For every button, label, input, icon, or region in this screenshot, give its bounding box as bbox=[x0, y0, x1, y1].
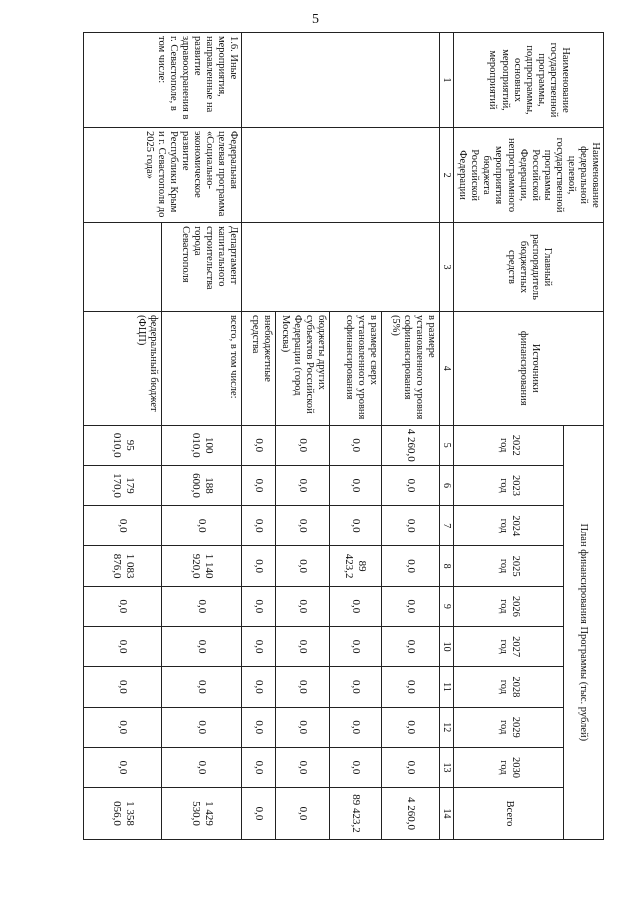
value-cell: 0,0 bbox=[242, 586, 276, 626]
value-cell: 0,0 bbox=[276, 626, 329, 666]
value-cell: 0,0 bbox=[242, 747, 276, 787]
value-cell: 0,0 bbox=[329, 707, 381, 747]
col-number: 12 bbox=[439, 707, 454, 747]
value-cell: 89 423,2 bbox=[329, 546, 381, 586]
value-cell: 0,0 bbox=[381, 465, 439, 505]
value-cell: 0,0 bbox=[381, 546, 439, 586]
col-number: 8 bbox=[439, 546, 454, 586]
source-cell: бюджеты других субъектов Российской Федерации (город Москва) bbox=[276, 311, 329, 425]
financing-table bbox=[84, 32, 605, 840]
value-cell: 0,0 bbox=[329, 425, 381, 465]
value-cell: 0,0 bbox=[329, 506, 381, 546]
value-cell: 0,0 bbox=[276, 546, 329, 586]
event-cell: 1.6. Иные мероприятия, направленные на развитие здравоохранения в г. Севастополе, в том числе: bbox=[84, 33, 242, 128]
empty-cell bbox=[242, 128, 439, 223]
value-cell: 0,0 bbox=[276, 667, 329, 707]
value-cell: 89 423,2 bbox=[329, 788, 381, 840]
table-row bbox=[162, 33, 242, 840]
col-number: 4 bbox=[439, 311, 454, 425]
header-year: 2029 год bbox=[454, 707, 564, 747]
value-cell: 0,0 bbox=[329, 747, 381, 787]
rotated-table-wrapper bbox=[90, 32, 604, 840]
program-cell: Федеральная целевая программа «Социально-экономическое развитие Республики Крым и г. Севастополя до 2025 года» bbox=[84, 128, 242, 223]
source-cell: в размере установленного уровня софинансирования (5%) bbox=[381, 311, 439, 425]
col-number: 11 bbox=[439, 667, 454, 707]
value-cell: 0,0 bbox=[84, 707, 162, 747]
value-cell: 0,0 bbox=[242, 707, 276, 747]
value-cell: 179 170,0 bbox=[84, 465, 162, 505]
col-number: 14 bbox=[439, 788, 454, 840]
value-cell: 1 429 530,0 bbox=[162, 788, 242, 840]
value-cell: 0,0 bbox=[84, 506, 162, 546]
value-cell: 0,0 bbox=[242, 626, 276, 666]
value-cell: 1 140 920,0 bbox=[162, 546, 242, 586]
value-cell: 0,0 bbox=[242, 506, 276, 546]
header-plan: План финансирования Программы (тыс. рублей) bbox=[563, 425, 603, 839]
col-number: 7 bbox=[439, 506, 454, 546]
value-cell: 0,0 bbox=[242, 465, 276, 505]
source-cell: федеральный бюджет (ФЦП) bbox=[84, 311, 162, 425]
value-cell: 0,0 bbox=[162, 626, 242, 666]
header-year: 2026 год bbox=[454, 586, 564, 626]
value-cell: 0,0 bbox=[329, 586, 381, 626]
empty-cell bbox=[242, 33, 439, 128]
col-number: 1 bbox=[439, 33, 454, 128]
value-cell: 0,0 bbox=[162, 707, 242, 747]
value-cell: 0,0 bbox=[276, 465, 329, 505]
value-cell: 0,0 bbox=[242, 667, 276, 707]
value-cell: 4 260,0 bbox=[381, 788, 439, 840]
col-number: 13 bbox=[439, 747, 454, 787]
page-number: 5 bbox=[312, 12, 319, 27]
value-cell: 0,0 bbox=[381, 707, 439, 747]
value-cell: 1 083 876,0 bbox=[84, 546, 162, 586]
header-year: 2030 год bbox=[454, 747, 564, 787]
col-number: 3 bbox=[439, 223, 454, 312]
value-cell: 0,0 bbox=[84, 586, 162, 626]
source-cell: всего, в том числе: bbox=[162, 311, 242, 425]
value-cell: 0,0 bbox=[381, 667, 439, 707]
header-total: Всего bbox=[454, 788, 564, 840]
value-cell: 0,0 bbox=[242, 788, 276, 840]
source-cell: внебюджетные средства bbox=[242, 311, 276, 425]
value-cell: 0,0 bbox=[84, 747, 162, 787]
value-cell: 0,0 bbox=[329, 626, 381, 666]
header-year: 2022 год bbox=[454, 425, 564, 465]
value-cell: 0,0 bbox=[381, 747, 439, 787]
header-col2: Наименование федеральной целевой, государственной программы Российской Федерации, непрограммного мероприятия бюджета Российской Федерации bbox=[454, 128, 604, 223]
value-cell: 0,0 bbox=[276, 707, 329, 747]
manager-cell: Департамент капитального строительства города Севастополя bbox=[162, 223, 242, 312]
header-year: 2028 год bbox=[454, 667, 564, 707]
value-cell: 0,0 bbox=[381, 626, 439, 666]
value-cell: 0,0 bbox=[162, 747, 242, 787]
header-year: 2023 год bbox=[454, 465, 564, 505]
header-col4: Источники финансирования bbox=[454, 311, 604, 425]
value-cell: 0,0 bbox=[162, 586, 242, 626]
value-cell: 0,0 bbox=[84, 626, 162, 666]
value-cell: 0,0 bbox=[242, 425, 276, 465]
value-cell: 100 010,0 bbox=[162, 425, 242, 465]
value-cell: 0,0 bbox=[381, 506, 439, 546]
header-col3: Главный распорядитель бюджетных средств bbox=[454, 223, 604, 312]
column-numbers-row bbox=[439, 33, 454, 840]
value-cell: 0,0 bbox=[381, 586, 439, 626]
value-cell: 0,0 bbox=[329, 465, 381, 505]
empty-cell bbox=[242, 223, 439, 312]
value-cell: 0,0 bbox=[276, 788, 329, 840]
col-number: 2 bbox=[439, 128, 454, 223]
value-cell: 4 260,0 bbox=[381, 425, 439, 465]
value-cell: 0,0 bbox=[276, 747, 329, 787]
header-col1: Наименование государственной программы, подпрограммы, основных мероприятий, мероприятий bbox=[454, 33, 604, 128]
value-cell: 0,0 bbox=[329, 667, 381, 707]
value-cell: 0,0 bbox=[276, 506, 329, 546]
table-row bbox=[381, 33, 439, 840]
value-cell: 0,0 bbox=[276, 586, 329, 626]
value-cell: 0,0 bbox=[242, 546, 276, 586]
header-year: 2027 год bbox=[454, 626, 564, 666]
empty-cell bbox=[84, 223, 162, 312]
value-cell: 95 010,0 bbox=[84, 425, 162, 465]
header-year: 2025 год bbox=[454, 546, 564, 586]
col-number: 10 bbox=[439, 626, 454, 666]
col-number: 5 bbox=[439, 425, 454, 465]
value-cell: 0,0 bbox=[276, 425, 329, 465]
source-cell: в размере сверх установленного уровня софинансирования bbox=[329, 311, 381, 425]
value-cell: 0,0 bbox=[162, 667, 242, 707]
value-cell: 188 600,0 bbox=[162, 465, 242, 505]
value-cell: 1 358 056,0 bbox=[84, 788, 162, 840]
col-number: 6 bbox=[439, 465, 454, 505]
value-cell: 0,0 bbox=[162, 506, 242, 546]
header-year: 2024 год bbox=[454, 506, 564, 546]
value-cell: 0,0 bbox=[84, 667, 162, 707]
col-number: 9 bbox=[439, 586, 454, 626]
